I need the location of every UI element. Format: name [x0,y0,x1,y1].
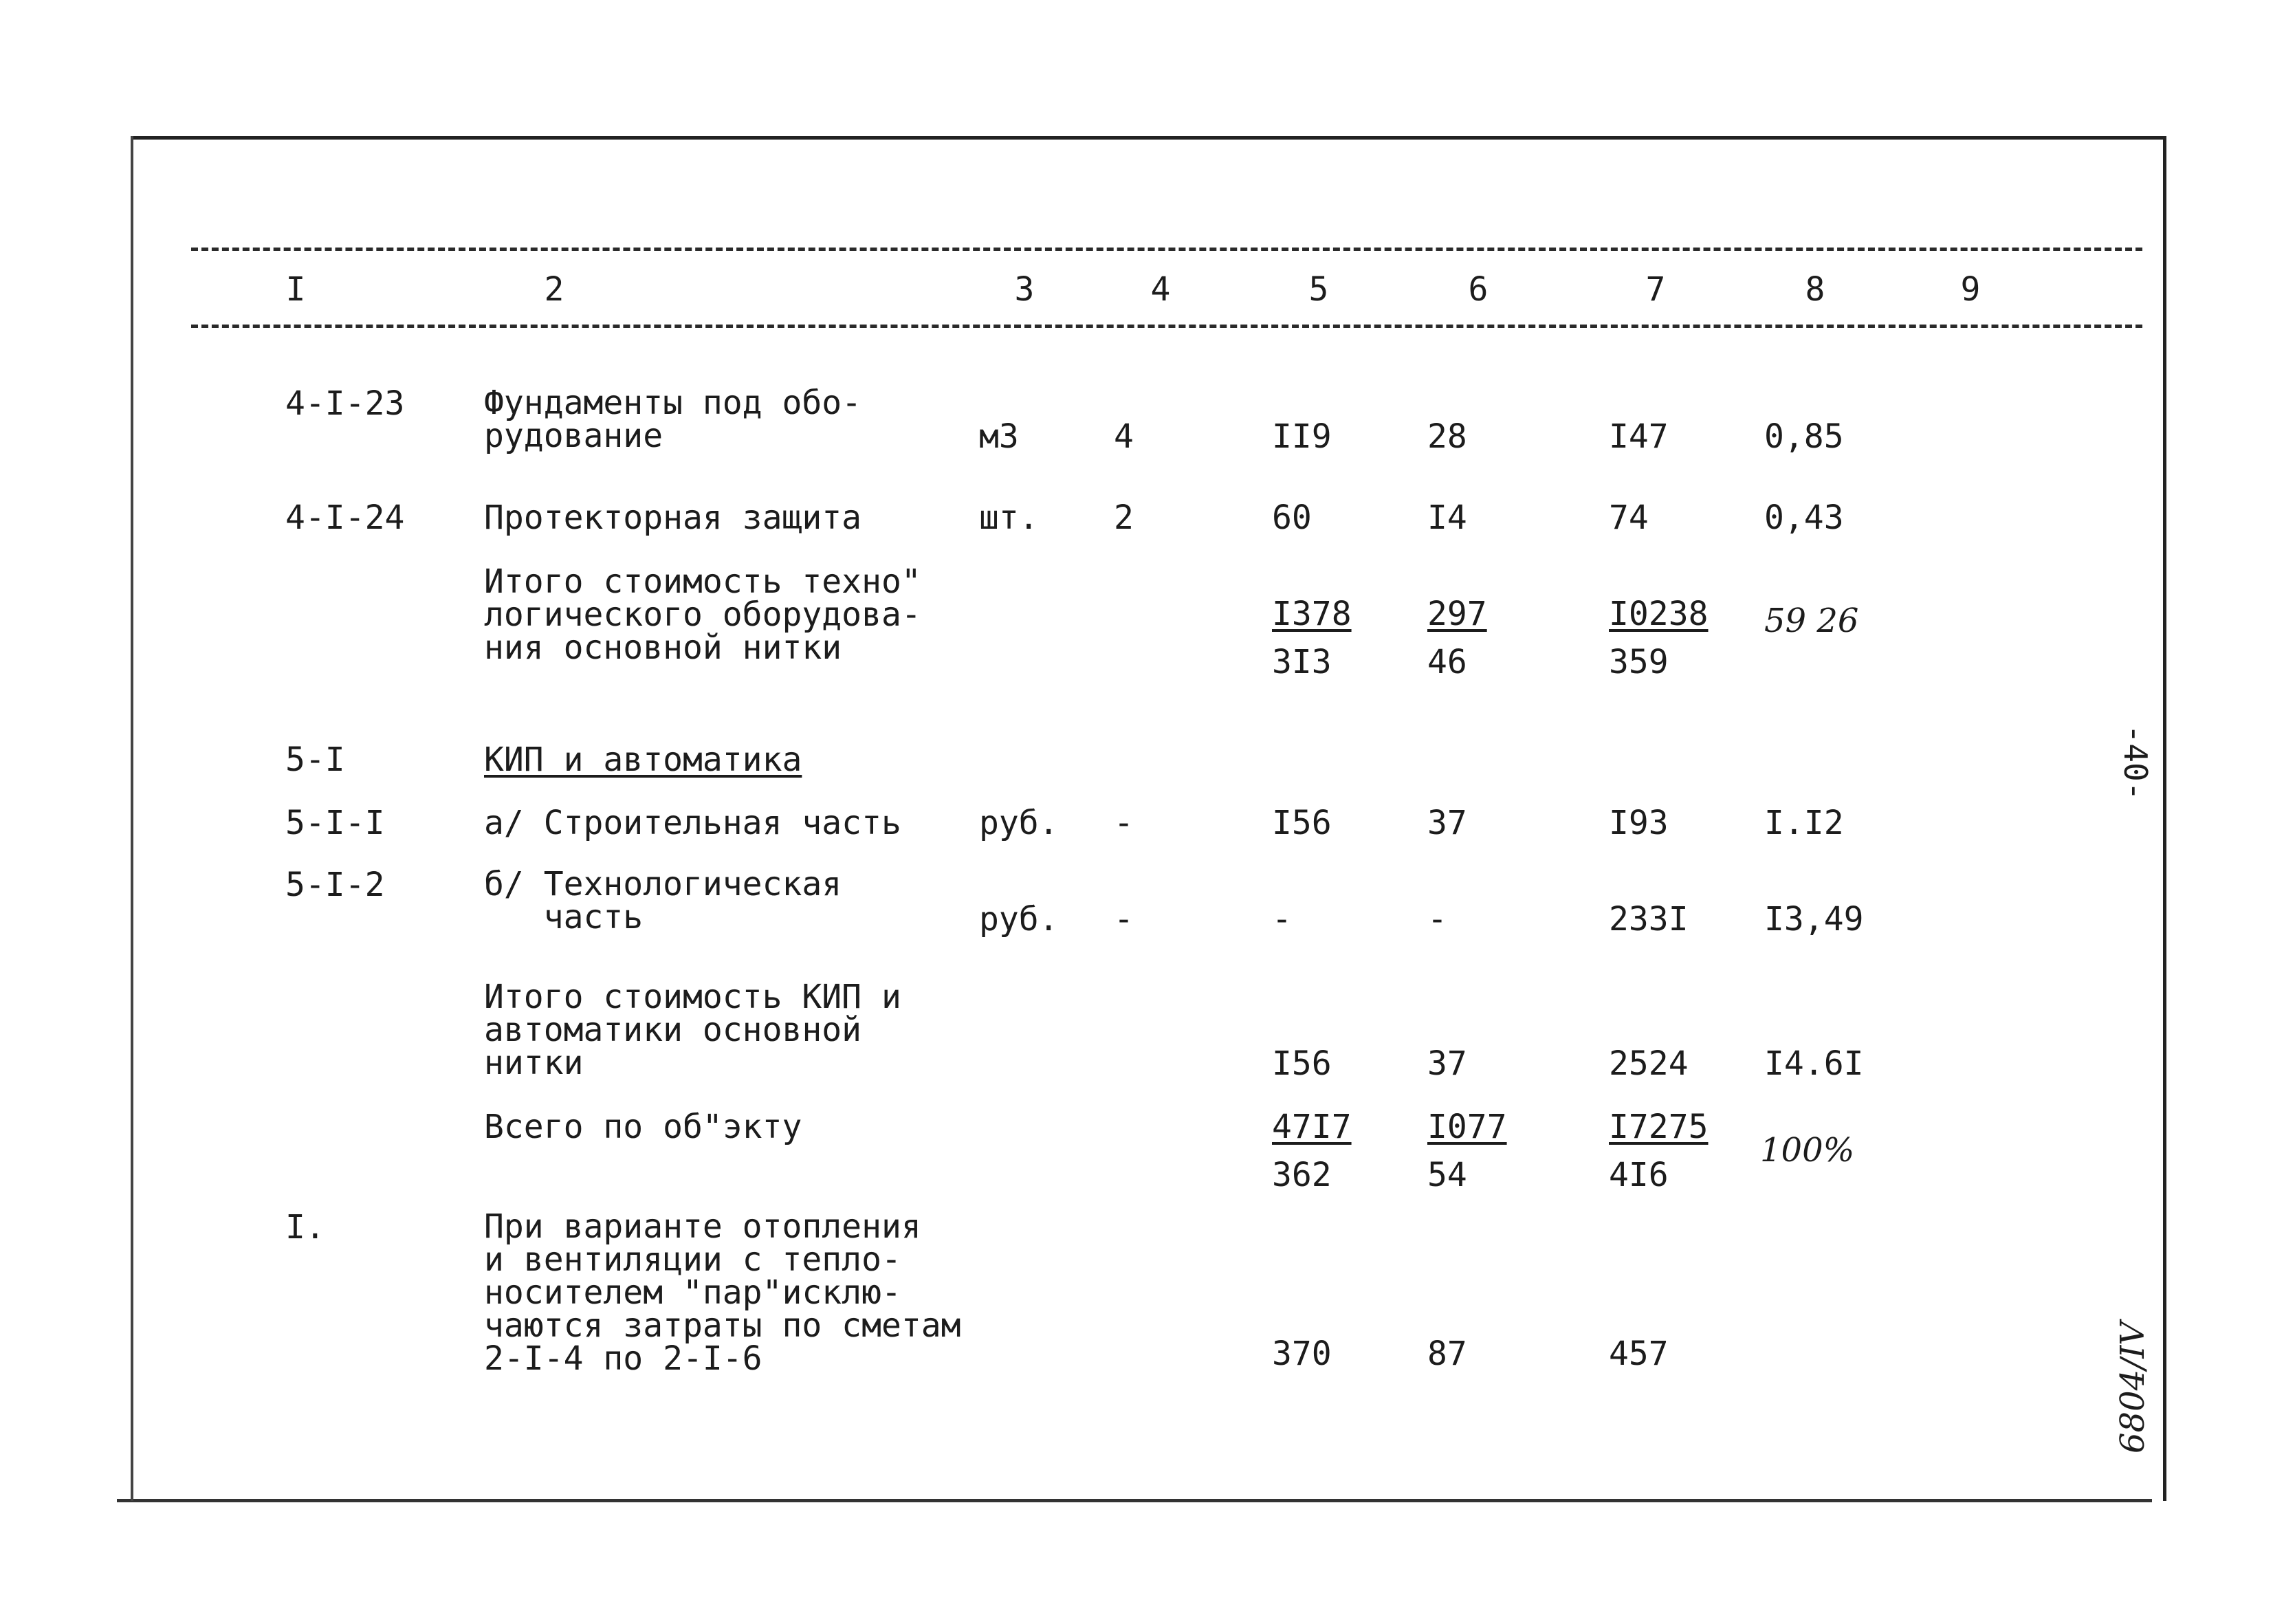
row-col8: I3,49 [1764,900,1864,939]
row-qty: - [1114,804,1134,842]
row-col6-top: 297 [1427,595,1487,633]
header-bottom-rule [191,325,2142,328]
row-col7-bottom: 359 [1609,643,1669,681]
row-col5-bottom: 3I3 [1272,643,1332,681]
row-col7-top: I0238 [1609,595,1709,633]
row-unit: руб. [979,900,1059,939]
row-code: I. [285,1208,325,1247]
row-col5-bottom: 362 [1272,1156,1332,1194]
row-qty: 2 [1114,498,1134,537]
row-col8: I4.6I [1764,1044,1864,1083]
row-col6: - [1427,900,1447,939]
row-qty: - [1114,900,1134,939]
row-col5-top: 47I7 [1272,1108,1352,1146]
row-col6: 37 [1427,1044,1467,1083]
frame-bottom-border [117,1499,2152,1502]
row-unit: руб. [979,804,1059,842]
row-col5: 370 [1272,1335,1332,1373]
row-col5: I56 [1272,804,1332,842]
row-col8: 0,43 [1764,498,1844,537]
row-col7: 74 [1609,498,1649,537]
row-col5: I56 [1272,1044,1332,1083]
row-col8: 0,85 [1764,417,1844,456]
row-col7: I47 [1609,417,1669,456]
row-col7-bottom: 4I6 [1609,1156,1669,1194]
row-qty: 4 [1114,417,1134,456]
row-col5-top: I378 [1272,595,1352,633]
page-number: -40- [2117,724,2154,801]
column-header-3: 3 [1014,270,1035,309]
row-col6: 28 [1427,417,1467,456]
column-header-1: I [285,270,306,309]
frame-top-border [131,136,2164,140]
row-col8: I.I2 [1764,804,1844,842]
row-name: Протекторная защита [484,498,862,537]
row-col5: 60 [1272,498,1312,537]
row-code: 4-I-23 [285,384,405,423]
row-col8-handwritten: 59 26 [1764,602,1859,640]
column-header-6: 6 [1468,270,1489,309]
row-col7: I93 [1609,804,1669,842]
row-name: При варианте отопления и вентиляции с тепло- носителем "пар"исклю- чаются затраты по сметам 2-I-4 по 2-I-6 [484,1207,961,1378]
row-col6: 37 [1427,804,1467,842]
row-name: Итого стоимость КИП и автоматики основной нитки [484,978,901,1082]
row-code: 4-I-24 [285,498,405,537]
document-stamp: 6804/IV [2113,1321,2152,1453]
row-name: Всего по об"экту [484,1108,802,1146]
column-header-2: 2 [544,270,564,309]
column-header-7: 7 [1645,270,1666,309]
column-header-8: 8 [1805,270,1825,309]
row-unit: м3 [979,417,1019,456]
row-col6-bottom: 54 [1427,1156,1467,1194]
column-header-4: 4 [1150,270,1171,309]
row-col8-handwritten: 100% [1760,1131,1855,1170]
row-col5: II9 [1272,417,1332,456]
row-code: 5-I-2 [285,866,385,904]
row-code: 5-I [285,740,345,779]
row-col7-top: I7275 [1609,1108,1709,1146]
column-header-9: 9 [1960,270,1981,309]
row-name: б/ Технологическая часть [484,865,842,936]
row-name: Фундаменты под обо- рудование [484,384,862,455]
row-col5: - [1272,900,1292,939]
section-title: КИП и автоматика [484,740,802,779]
row-code: 5-I-I [285,804,385,842]
row-col6-top: I077 [1427,1108,1507,1146]
row-col6-bottom: 46 [1427,643,1467,681]
header-top-rule [191,248,2142,251]
column-header-5: 5 [1308,270,1329,309]
row-col7: 2524 [1609,1044,1689,1083]
frame-right-border [2163,136,2166,1501]
row-name: а/ Строительная часть [484,804,901,842]
row-col7: 457 [1609,1335,1669,1373]
frame-left-border [131,136,133,1501]
row-unit: шт. [979,498,1039,537]
row-name: Итого стоимость техно" логического оборудова- ния основной нитки [484,562,921,667]
row-col6: 87 [1427,1335,1467,1373]
row-col6: I4 [1427,498,1467,537]
row-col7: 233I [1609,900,1689,939]
